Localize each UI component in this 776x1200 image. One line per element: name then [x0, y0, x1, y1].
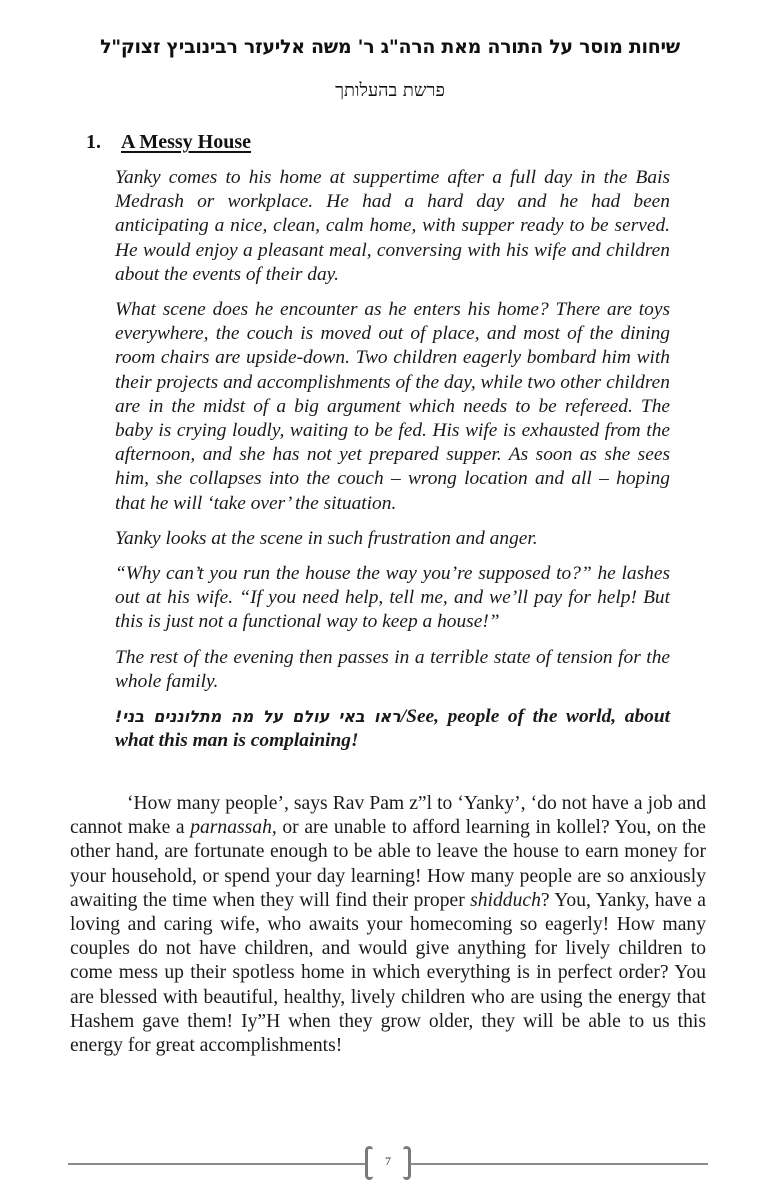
- footer-rule-right: [410, 1163, 708, 1165]
- story-paragraph: “Why can’t you run the house the way you’re supposed to?” he lashes out at his wife. “If you need help, tell me, and we’ll pay for help! But this is just not a functional way to keep a house!”: [115, 563, 670, 633]
- text-run: ‘How many people’, says Rav Pam z”l to ‘Yanky’, ‘do not have a job and cannot make a: [70, 793, 706, 839]
- page-footer: [68, 1146, 708, 1182]
- section-heading: [86, 131, 251, 154]
- italic-term-parnassah: parnassah,: [190, 817, 277, 839]
- footer-rule-left: [68, 1163, 366, 1165]
- commentary-paragraph: [70, 792, 706, 1058]
- section-title: A Messy House: [121, 131, 251, 153]
- text-run: ? You, Yanky, have a loving and caring wife, who awaits your homecoming so eagerly! How many couples do not have children, and would give anything for lively children to come mess up their spotless home in which everything is in perfect order? You are blessed with beautiful, healthy, lively children who are using the energy that Hashem gave them! Iy”H when they grow older, they will be able to us this energy for great accomplishments!: [70, 889, 706, 1057]
- story-paragraph: Yanky comes to his home at suppertime after a full day in the Bais Medrash or workplace. He had a hard day and he had been anticipating a nice, clean, calm home, with supper ready to be served. He would enjoy a pleasant meal, conversing with his wife and children about the events of their day.: [115, 167, 670, 285]
- page-number: 7: [385, 1154, 391, 1168]
- exclamation-hebrew: ראו באי עולם על מה מתלוננים בני!: [115, 707, 401, 727]
- story-paragraph: What scene does he encounter as he enters his home? There are toys everywhere, the couch is moved out of place, and most of the dining room chairs are upside-down. Two children eagerly bombard him with their projects and accomplishments of the day, while two other children are in the midst of a big argument which needs to be refereed. The baby is crying loudly, waiting to be fed. His wife is exhausted from the afternoon, and she has not yet prepared supper. As soon as she sees him, she collapses into the couch – wrong location and all – hoping that he will ‘take over’ the situation.: [115, 299, 670, 514]
- parsha-name: פרשת בהעלותך: [335, 80, 445, 101]
- italic-term-shidduch: shidduch: [470, 889, 541, 911]
- story-paragraph: Yanky looks at the scene in such frustration and anger.: [115, 527, 538, 549]
- exclamation-english: /See, people of the world, about what this man is complaining!: [115, 706, 671, 752]
- story-block: [115, 166, 670, 764]
- section-number: 1.: [86, 131, 101, 153]
- story-paragraph: The rest of the evening then passes in a terrible state of tension for the whole family.: [115, 646, 670, 692]
- open-bracket-icon: [365, 1146, 373, 1180]
- running-header-title: שיחות מוסר על התורה מאת הרה"ג ר' משה אליעזר רבינוביץ זצוק"ל: [100, 36, 680, 58]
- exclamation-quote: [115, 705, 670, 753]
- commentary-block: [70, 792, 706, 1058]
- text-run: or are unable to afford learning in kollel? You, on the other hand, are fortunate enough to be able to leave the house to earn money for your household, or spend your day learning! How many people are so anxiously awaiting the time when they will find their proper: [70, 817, 706, 911]
